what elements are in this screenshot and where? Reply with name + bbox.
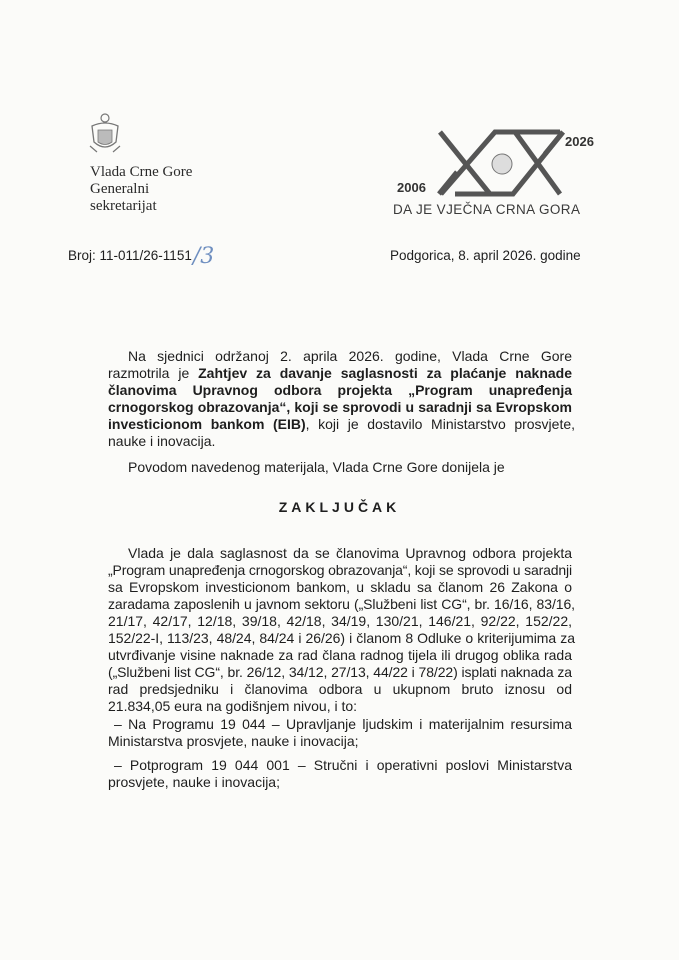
reference-number-text: Broj: 11-011/26-1151 [68, 248, 192, 263]
text-segment: utvrđivanje visine naknade za rad člana radnog tijela ili drugog oblika rada [108, 647, 572, 663]
text-segment: „Program unapređenja crnogorskog obrazovanja“, koji se sprovodi u saradnji [108, 562, 572, 578]
org-name: Vlada Crne Gore [90, 164, 193, 180]
text-segment: 152/22-I, 113/23, 48/24, 84/24 i 26/26) i članom 8 Odluke o kriterijumima za [108, 630, 575, 646]
text-segment: Vlada je dala saglasnost da se članovima Upravnog odbora projekta [128, 545, 572, 561]
coat-of-arms-emblem [88, 112, 122, 162]
text-segment: zaradama zaposlenih u javnom sektoru („Službeni list CG“, br. 16/16, 83/16, [108, 596, 575, 612]
text-line [108, 433, 572, 449]
document-title: ZAKLJUČAK [278, 499, 401, 515]
text-segment: sa Evropskom investicionom bankom, u skladu sa članom 26 Zakona o [108, 579, 572, 595]
text-line [108, 647, 572, 663]
text-segment: rad predsjedniku i članovima odbora u ukupnom bruto iznosu od [108, 681, 572, 697]
org-department-2: sekretarijat [90, 198, 157, 214]
text-line [108, 774, 572, 790]
text-segment: prosvjete, nauke i inovacija; [108, 774, 280, 790]
text-line [114, 757, 572, 773]
text-line [108, 698, 572, 714]
bold-text: investicionom bankom (EIB) [108, 416, 306, 432]
text-segment: nauke i inovacija. [108, 433, 216, 449]
text-segment: 21.834,05 eura na godišnjem nivou, i to: [108, 698, 358, 714]
text-line [108, 416, 575, 432]
text-line [108, 596, 575, 612]
reference-number [68, 241, 215, 269]
place-and-date: Podgorica, 8. april 2026. godine [390, 248, 581, 263]
text-line [108, 562, 572, 578]
text-line [108, 365, 572, 381]
text-segment: („Službeni list CG“, br. 26/12, 34/12, 27/13, 44/22 i 78/22) isplati naknada za [108, 664, 572, 680]
text-segment: 21/17, 42/17, 12/18, 39/18, 42/18, 34/19, 130/21, 146/21, 92/22, 152/22, [108, 613, 572, 629]
text-line [128, 459, 572, 475]
text-segment: Ministarstva prosvjete, nauke i inovacija; [108, 733, 359, 749]
org-department: Generalni [90, 181, 150, 197]
text-line [108, 733, 572, 749]
text-segment: Povodom navedenog materijala, Vlada Crne Gore donijela je [128, 459, 505, 475]
text-line [108, 664, 572, 680]
text-line [108, 681, 572, 697]
text-segment: – Na Programu 19 044 – Upravljanje ljudskim i materijalnim resursima [114, 716, 572, 732]
bold-text: članovima Upravnog odbora projekta „Program unapređenja [108, 382, 572, 398]
text-segment: razmotrila je [108, 365, 199, 381]
logo-year-start: 2006 [397, 180, 426, 195]
logo-year-end: 2026 [565, 134, 594, 149]
text-line [114, 716, 572, 732]
text-line [108, 382, 572, 398]
text-line [108, 613, 572, 629]
handwritten-suffix: /3 [192, 244, 215, 269]
text-line [108, 630, 575, 646]
text-line [108, 579, 572, 595]
independence-anniversary-logo [395, 128, 610, 198]
text-line [108, 399, 572, 415]
text-segment: – Potprogram 19 044 001 – Stručni i operativni poslovi Ministarstva [114, 757, 572, 773]
bold-text: Zahtjev za davanje saglasnosti za plaćanje naknade [198, 365, 572, 381]
text-segment: , koji je dostavilo Ministarstvo prosvjete, [305, 416, 576, 432]
text-line [128, 348, 572, 364]
text-line [128, 545, 572, 561]
logo-motto: DA JE VJEČNA CRNA GORA [393, 202, 581, 217]
bold-text: crnogorskog obrazovanja“, koji se sprovodi u saradnji sa Evropskom [108, 399, 572, 415]
text-segment: Na sjednici održanoj 2. aprila 2026. godine, Vlada Crne Gore [128, 348, 572, 364]
